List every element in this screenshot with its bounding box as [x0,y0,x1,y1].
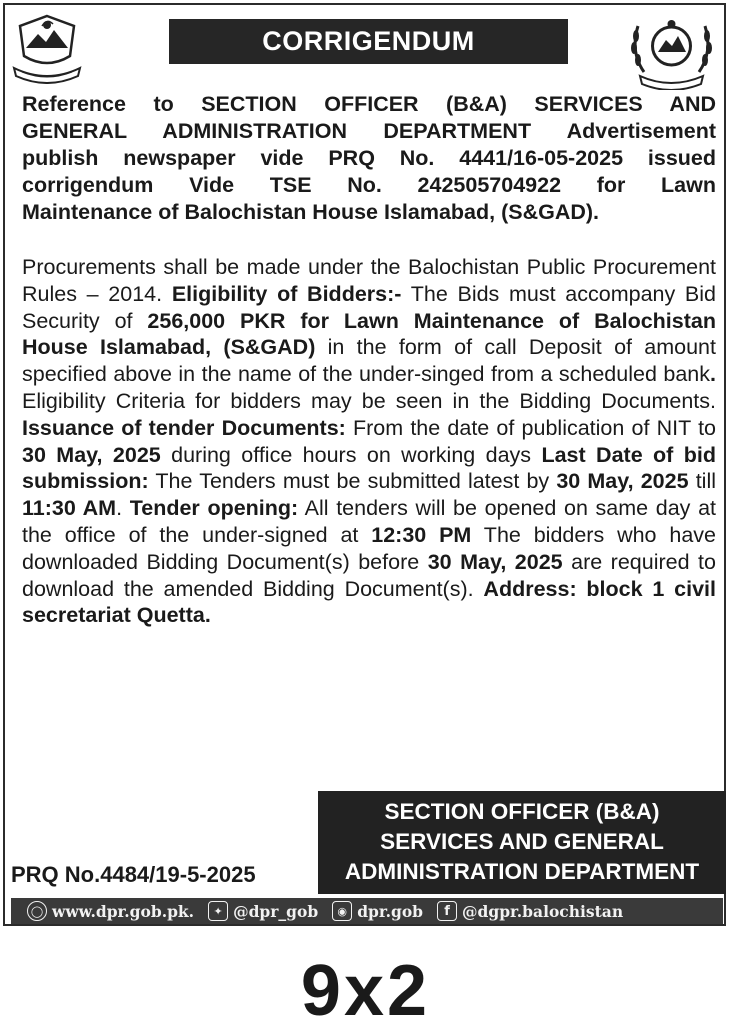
reference-paragraph [22,91,716,226]
reference-line: corrigendum Vide TSE No. 242505704922 for Lawn [22,173,716,197]
body-text: . [116,496,130,521]
reference-line: Maintenance of Balochistan House Islamabad, (S&GAD). [22,200,600,224]
issuance-heading: Issuance of tender Documents: [22,415,346,440]
globe-icon: ◯ [27,901,47,921]
eligibility-heading: Eligibility of Bidders:- [171,281,402,306]
bid-security-amount: 256,000 PKR for Lawn Maintenance of Balochistan House Islamabad, (S&GAD) [22,308,716,360]
ad-size-label: 9x2 [300,951,431,1031]
footer-website[interactable] [27,901,194,921]
body-text: The bidders who have downloaded Bidding Document(s) before [22,522,716,574]
twitter-icon: ✦ [208,901,228,921]
download-date: 30 May, 2025 [427,549,563,574]
body-text: The Bids must accompany Bid Security of [22,281,717,333]
footer-facebook[interactable] [437,901,623,921]
notice-body [22,254,716,629]
reference-line: Reference to SECTION OFFICER (B&A) SERVICES AND [22,92,716,116]
website-text: www.dpr.gob.pk. [52,901,195,921]
body-text: Procurements shall be made under the Balochistan Public Procurement Rules – 2014. [22,255,716,306]
twitter-handle: @dpr_gob [233,901,319,921]
submission-date: 30 May, 2025 [556,469,689,494]
body-text: are required to download the amended Bidding Document(s). [22,549,716,601]
body-text: All tenders will be opened on same day at the office of the under-signed at [22,496,716,547]
body-text: . [710,362,716,387]
signature-block [318,791,726,894]
footer-bar [11,898,723,924]
dgpr-emblem-logo [624,12,719,90]
body-text: The Tenders must be submitted latest by [148,469,557,494]
signature-line: SERVICES AND GENERAL [380,829,664,854]
reference-line: publish newspaper vide PRQ No. 4441/16-05-2025 issued [22,146,716,170]
facebook-icon: f [437,901,457,921]
opening-time: 12:30 PM [371,522,472,547]
facebook-handle: @dgpr.balochistan [462,901,624,921]
body-text: till [688,469,717,494]
body-text: Eligibility Criteria for bidders may be seen in the Bidding Documents. [22,388,716,413]
signature-line: ADMINISTRATION DEPARTMENT [344,859,700,884]
corrigendum-title: CORRIGENDUM [169,19,568,64]
issuance-deadline: 30 May, 2025 [22,442,161,467]
body-text: From the date of publication of NIT to [345,415,716,440]
submission-time: 11:30 AM [22,496,117,521]
footer-twitter[interactable] [208,901,318,921]
tender-opening-heading: Tender opening: [129,496,299,521]
footer-instagram[interactable] [332,901,423,921]
body-text: in the form of call Deposit of amount specified above in the name of the under-singed from a scheduled bank [22,335,716,387]
body-text: during office hours on working days [160,442,542,467]
prq-number: PRQ No.4484/19-5-2025 [11,862,256,887]
instagram-icon: ◉ [332,901,352,921]
reference-line: GENERAL ADMINISTRATION DEPARTMENT Advertisement [22,119,716,143]
instagram-handle: dpr.gob [357,901,424,921]
balochistan-emblem-logo [12,12,82,84]
notice-frame [3,3,726,926]
signature-line: SECTION OFFICER (B&A) [384,799,660,824]
address: Address: block 1 civil secretariat Quetta. [22,576,716,628]
last-date-heading: Last Date of bid submission: [22,442,716,494]
